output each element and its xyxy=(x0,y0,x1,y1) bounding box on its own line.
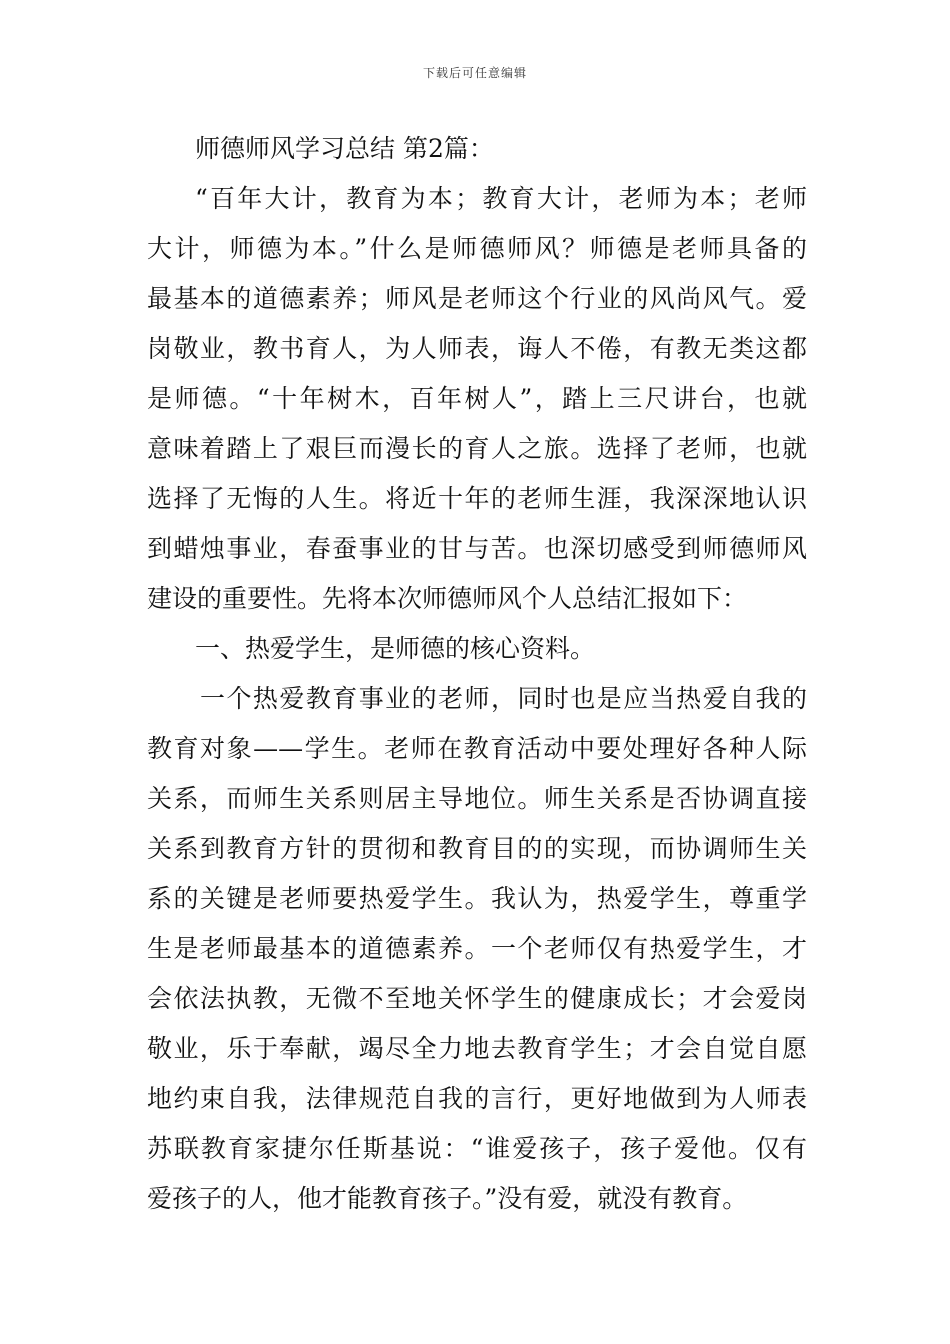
paragraph-line: 会依法执教，无微不至地关怀学生的健康成长；才会爱岗 xyxy=(147,984,807,1013)
paragraph-line: 最基本的道德素养；师风是老师这个行业的风尚风气。爱 xyxy=(147,284,807,313)
paragraph-line: 是师德。“十年树木，百年树人”，踏上三尺讲台，也就 xyxy=(147,384,807,413)
paragraph-line: 到蜡烛事业，春蚕事业的甘与苦。也深切感受到师德师风 xyxy=(147,534,807,563)
paragraph-line: 地约束自我，法律规范自我的言行，更好地做到为人师表 xyxy=(147,1084,807,1113)
section-heading: 一、热爱学生，是师德的核心资料。 xyxy=(195,634,596,663)
paragraph-line: 教育对象——学生。老师在教育活动中要处理好各种人际 xyxy=(147,734,807,763)
paragraph-line: 苏联教育家捷尔任斯基说：“谁爱孩子，孩子爱他。仅有 xyxy=(147,1134,807,1163)
paragraph-line: 关系，而师生关系则居主导地位。师生关系是否协调直接 xyxy=(147,784,807,813)
paragraph-line: 系的关键是老师要热爱学生。我认为，热爱学生，尊重学 xyxy=(147,884,807,913)
page-title: 师德师风学习总结 第2篇： xyxy=(195,134,494,163)
paragraph-line: “百年大计，教育为本；教育大计，老师为本；老师 xyxy=(195,184,807,213)
paragraph-line: 意味着踏上了艰巨而漫长的育人之旅。选择了老师，也就 xyxy=(147,434,807,463)
header-note: 下载后可任意编辑 xyxy=(422,66,527,80)
paragraph-line: 爱孩子的人，他才能教育孩子。”没有爱，就没有教育。 xyxy=(147,1184,748,1213)
paragraph-line: 关系到教育方针的贯彻和教育目的的实现，而协调师生关 xyxy=(147,834,807,863)
paragraph-line: 敬业，乐于奉献，竭尽全力地去教育学生；才会自觉自愿 xyxy=(147,1034,807,1063)
paragraph-line: 选择了无悔的人生。将近十年的老师生涯，我深深地认识 xyxy=(147,484,807,513)
paragraph-line: 大计，师德为本。”什么是师德师风？师德是老师具备的 xyxy=(147,234,807,263)
paragraph-line: 生是老师最基本的道德素养。一个老师仅有热爱学生，才 xyxy=(147,934,807,963)
paragraph-line: 一个热爱教育事业的老师，同时也是应当热爱自我的 xyxy=(200,684,807,713)
paragraph-line: 岗敬业，教书育人，为人师表，诲人不倦，有教无类这都 xyxy=(147,334,807,363)
paragraph-line: 建设的重要性。先将本次师德师风个人总结汇报如下： xyxy=(147,584,748,613)
